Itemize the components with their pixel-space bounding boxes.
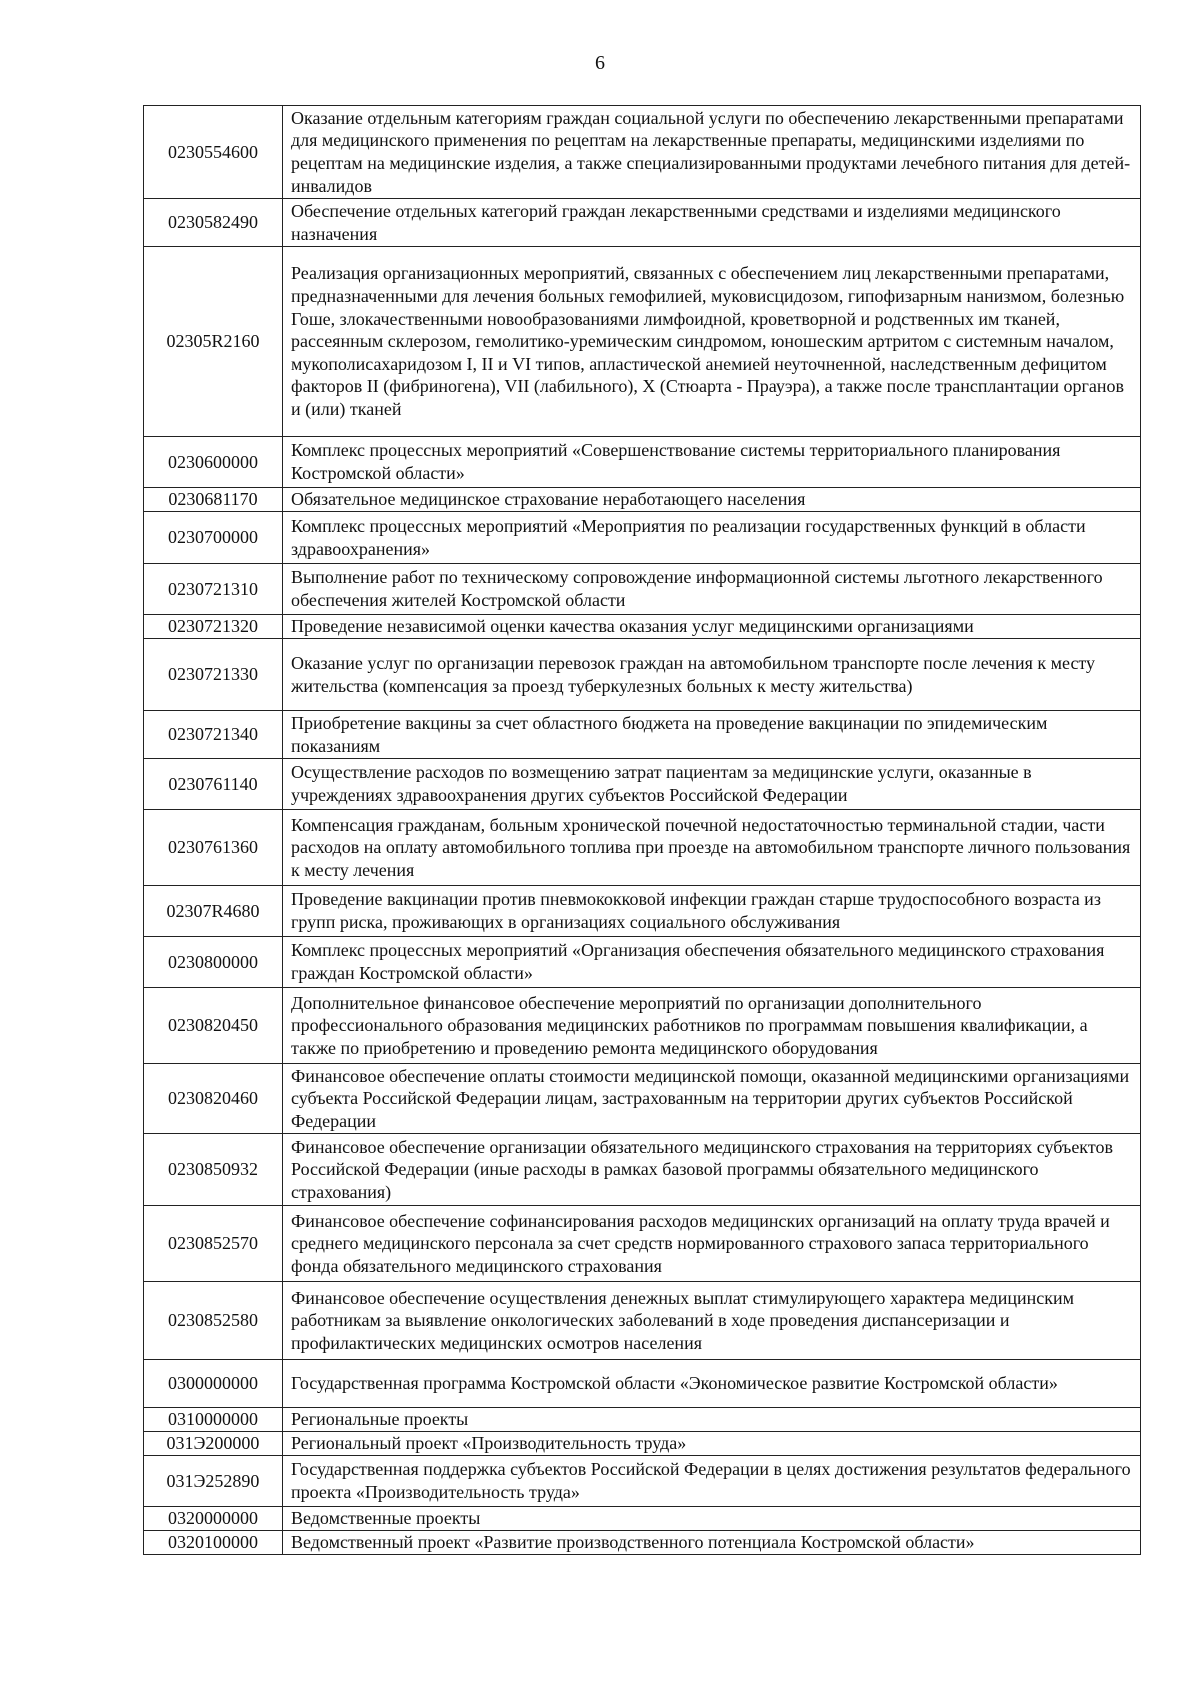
table-row [144,759,1141,810]
table-row [144,1408,1141,1432]
row-description: Реализация организационных мероприятий, связанных с обеспечением лиц лекарственными препаратами, предназначенными для лечения больных гемофилией, муковисцидозом, гипофизарным нанизмом, болезнью Гоше, злокачественными новообразованиями лимфоидной, кроветворной и родственных им тканей, рассеянным склерозом, гемолитико-уремическим синдромом, юношеским артритом с системным началом, мукополисахаридозом I, II и VI типов, апластической анемией неуточненной, наследственным дефицитом факторов II (фибриногена), VII (лабильного), X (Стюарта - Прауэра), а также после трансплантации органов и (или) тканей [283,247,1141,437]
row-code: 0230852570 [144,1206,283,1282]
row-code: 0300000000 [144,1360,283,1408]
row-description: Ведомственный проект «Развитие производственного потенциала Костромской области» [283,1531,1141,1555]
table-row [144,1456,1141,1507]
row-description: Обязательное медицинское страхование неработающего населения [283,488,1141,512]
row-description: Выполнение работ по техническому сопровождение информационной системы льготного лекарственного обеспечения жителей Костромской области [283,564,1141,615]
row-description: Комплекс процессных мероприятий «Мероприятия по реализации государственных функций в области здравоохранения» [283,512,1141,564]
row-code: 0230800000 [144,937,283,988]
row-description: Региональный проект «Производительность труда» [283,1432,1141,1456]
budget-codes-table [143,105,1141,1555]
table-row [144,564,1141,615]
table-row [144,1064,1141,1134]
row-description: Компенсация гражданам, больным хронической почечной недостаточностью терминальной стадии, части расходов на оплату автомобильного топлива при проезде на автомобильном транспорте личного пользования к месту лечения [283,810,1141,886]
table-row [144,1507,1141,1531]
row-description: Дополнительное финансовое обеспечение мероприятий по организации дополнительного профессионального образования медицинских работников по программам повышения квалификации, а также по приобретению и проведению ремонта медицинского оборудования [283,988,1141,1064]
table-row [144,106,1141,199]
page-number: 6 [595,52,605,74]
row-code: 0230820460 [144,1064,283,1134]
table-row [144,488,1141,512]
row-description: Комплекс процессных мероприятий «Совершенствование системы территориального планирования Костромской области» [283,437,1141,488]
row-description: Проведение независимой оценки качества оказания услуг медицинскими организациями [283,615,1141,639]
row-code: 0230721320 [144,615,283,639]
table-row [144,1206,1141,1282]
row-description: Осуществление расходов по возмещению затрат пациентам за медицинские услуги, оказанные в учреждениях здравоохранения других субъектов Российской Федерации [283,759,1141,810]
row-code: 0230761360 [144,810,283,886]
row-code: 031Э252890 [144,1456,283,1507]
row-code: 0320100000 [144,1531,283,1555]
row-description: Обеспечение отдельных категорий граждан лекарственными средствами и изделиями медицинского назначения [283,199,1141,247]
row-code: 0230600000 [144,437,283,488]
row-code: 0230582490 [144,199,283,247]
table-row [144,1360,1141,1408]
row-description: Оказание услуг по организации перевозок граждан на автомобильном транспорте после лечения к месту жительства (компенсация за проезд туберкулезных больных к месту жительства) [283,639,1141,711]
row-description: Приобретение вакцины за счет областного бюджета на проведение вакцинации по эпидемическим показаниям [283,711,1141,759]
table-row [144,512,1141,564]
row-description: Финансовое обеспечение организации обязательного медицинского страхования на территориях субъектов Российской Федерации (иные расходы в рамках базовой программы обязательного медицинского страхования) [283,1134,1141,1206]
table-row [144,1531,1141,1555]
row-description: Комплекс процессных мероприятий «Организация обеспечения обязательного медицинского страхования граждан Костромской области» [283,937,1141,988]
row-description: Региональные проекты [283,1408,1141,1432]
row-code: 0230700000 [144,512,283,564]
table-row [144,937,1141,988]
row-description: Финансовое обеспечение софинансирования расходов медицинских организаций на оплату труда врачей и среднего медицинского персонала за счет средств нормированного страхового запаса территориального фонда обязательного медицинского страхования [283,1206,1141,1282]
table-row [144,437,1141,488]
row-code: 0230761140 [144,759,283,810]
row-code: 0230721340 [144,711,283,759]
row-code: 0230852580 [144,1282,283,1360]
row-code: 0230721310 [144,564,283,615]
table-row [144,810,1141,886]
row-code: 02305R2160 [144,247,283,437]
table-row [144,711,1141,759]
table-row [144,988,1141,1064]
table-row [144,1432,1141,1456]
row-code: 0320000000 [144,1507,283,1531]
table-row [144,615,1141,639]
row-code: 0230681170 [144,488,283,512]
table-row [144,886,1141,937]
row-code: 0310000000 [144,1408,283,1432]
row-description: Проведение вакцинации против пневмококковой инфекции граждан старше трудоспособного возраста из групп риска, проживающих в организациях социального обслуживания [283,886,1141,937]
table-body [144,106,1141,1555]
row-description: Финансовое обеспечение оплаты стоимости медицинской помощи, оказанной медицинскими организациями субъекта Российской Федерации лицам, застрахованным на территории других субъектов Российской Федерации [283,1064,1141,1134]
row-code: 0230721330 [144,639,283,711]
row-description: Государственная поддержка субъектов Российской Федерации в целях достижения результатов федерального проекта «Производительность труда» [283,1456,1141,1507]
row-description: Ведомственные проекты [283,1507,1141,1531]
table-row [144,247,1141,437]
row-code: 0230820450 [144,988,283,1064]
row-description: Оказание отдельным категориям граждан социальной услуги по обеспечению лекарственными препаратами для медицинского применения по рецептам на лекарственные препараты, медицинскими изделиями по рецептам на медицинские изделия, а также специализированными продуктами лечебного питания для детей-инвалидов [283,106,1141,199]
row-code: 0230554600 [144,106,283,199]
table-row [144,1134,1141,1206]
table-row [144,1282,1141,1360]
row-code: 0230850932 [144,1134,283,1206]
row-description: Финансовое обеспечение осуществления денежных выплат стимулирующего характера медицинским работникам за выявление онкологических заболеваний в ходе проведения диспансеризации и профилактических медицинских осмотров населения [283,1282,1141,1360]
row-description: Государственная программа Костромской области «Экономическое развитие Костромской области» [283,1360,1141,1408]
row-code: 031Э200000 [144,1432,283,1456]
table-row [144,639,1141,711]
row-code: 02307R4680 [144,886,283,937]
table-row [144,199,1141,247]
